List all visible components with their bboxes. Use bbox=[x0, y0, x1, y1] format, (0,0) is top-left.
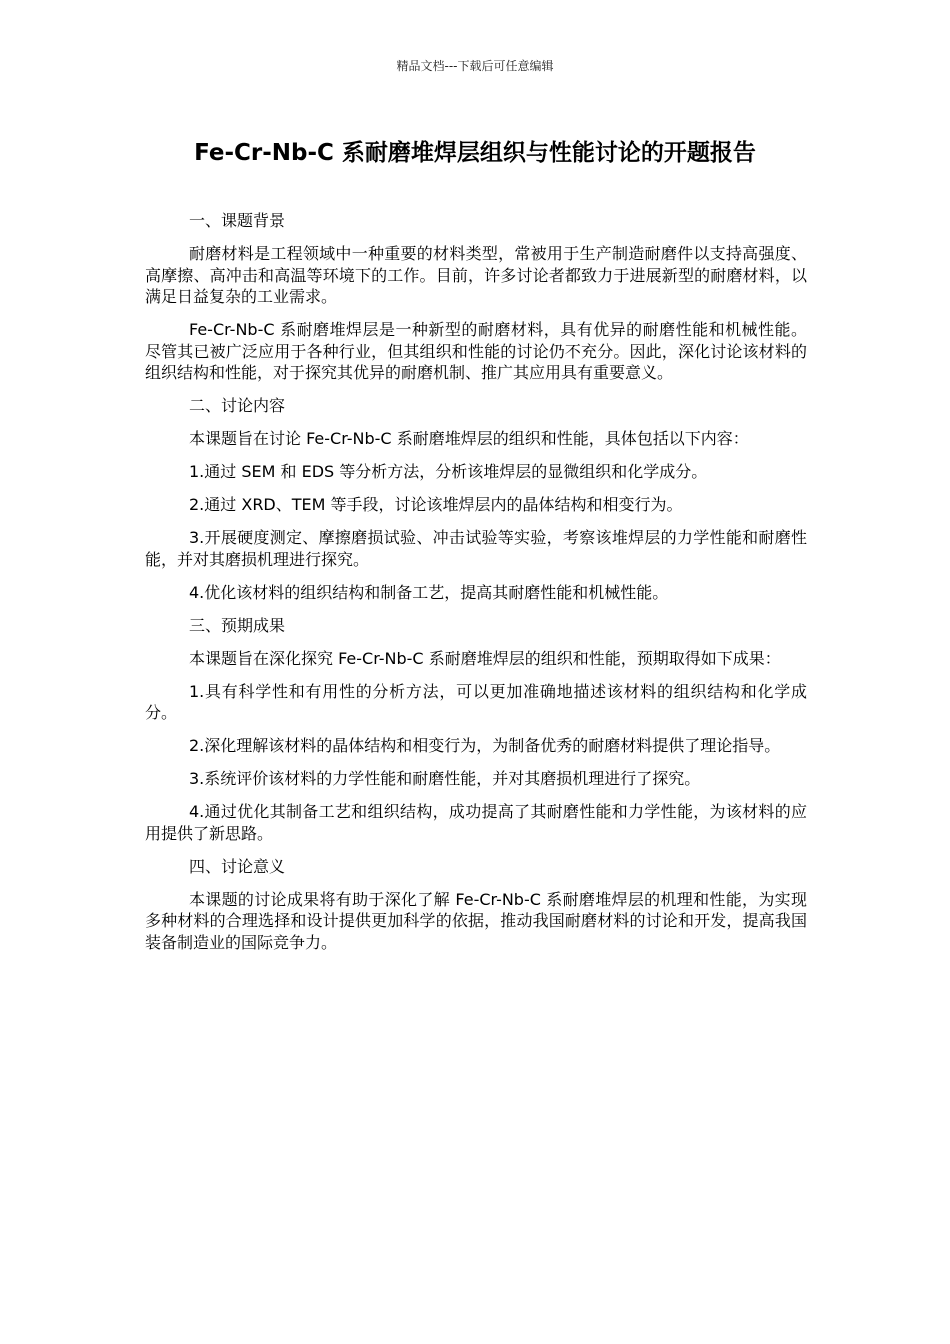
list-item: 1.通过 SEM 和 EDS 等分析方法，分析该堆焊层的显微组织和化学成分。 bbox=[189, 462, 708, 481]
section-heading: 二、讨论内容 bbox=[189, 396, 286, 415]
section-heading: 一、课题背景 bbox=[189, 211, 286, 230]
paragraph: 耐磨材料是工程领域中一种重要的材料类型，常被用于生产制造耐磨件以支持高强度、高摩擦、高冲击和高温等环境下的工作。目前，许多讨论者都致力于进展新型的耐磨材料，以满足日益复杂的工业需求。 bbox=[145, 244, 807, 306]
section-heading: 三、预期成果 bbox=[189, 615, 286, 635]
header-note: 精品文档---下载后可任意编辑 bbox=[396, 59, 554, 73]
document-body bbox=[145, 210, 807, 965]
list-item: 1.具有科学性和有用性的分析方法，可以更加准确地描述该材料的组织结构和化学成分。 bbox=[145, 681, 807, 722]
list-item: 3.系统评价该材料的力学性能和耐磨性能，并对其磨损机理进行了探究。 bbox=[189, 769, 701, 788]
section-research-content bbox=[145, 395, 807, 603]
list-item: 2.深化理解该材料的晶体结构和相变行为，为制备优秀的耐磨材料提供了理论指导。 bbox=[189, 736, 781, 755]
list-item: 4.优化该材料的组织结构和制备工艺，提高其耐磨性能和机械性能。 bbox=[189, 582, 669, 602]
document-title: Fe-Cr-Nb-C 系耐磨堆焊层组织与性能讨论的开题报告 bbox=[194, 140, 756, 166]
list-item: 4.通过优化其制备工艺和组织结构，成功提高了其耐磨性能和力学性能，为该材料的应用提供了新思路。 bbox=[145, 802, 807, 843]
paragraph: 本课题旨在讨论 Fe-Cr-Nb-C 系耐磨堆焊层的组织和性能，具体包括以下内容： bbox=[189, 429, 749, 448]
list-item: 2.通过 XRD、TEM 等手段，讨论该堆焊层内的晶体结构和相变行为。 bbox=[189, 495, 683, 514]
section-background bbox=[145, 210, 807, 384]
section-heading: 四、讨论意义 bbox=[189, 856, 286, 876]
paragraph: 本课题的讨论成果将有助于深化了解 Fe-Cr-Nb-C 系耐磨堆焊层的机理和性能，为实现多种材料的合理选择和设计提供更加科学的依据，推动我国耐磨材料的讨论和开发，提高我国装备制造业的国际竞争力。 bbox=[145, 889, 807, 952]
section-significance bbox=[145, 856, 807, 954]
paragraph: Fe-Cr-Nb-C 系耐磨堆焊层是一种新型的耐磨材料，具有优异的耐磨性能和机械性能。尽管其已被广泛应用于各种行业，但其组织和性能的讨论仍不充分。因此，深化讨论该材料的组织结构和性能，对于探究其优异的耐磨机制、推广其应用具有重要意义。 bbox=[145, 320, 807, 382]
paragraph: 本课题旨在深化探究 Fe-Cr-Nb-C 系耐磨堆焊层的组织和性能，预期取得如下成果： bbox=[189, 648, 781, 668]
section-expected-results bbox=[145, 615, 807, 845]
list-item: 3.开展硬度测定、摩擦磨损试验、冲击试验等实验，考察该堆焊层的力学性能和耐磨性能，并对其磨损机理进行探究。 bbox=[145, 528, 807, 569]
